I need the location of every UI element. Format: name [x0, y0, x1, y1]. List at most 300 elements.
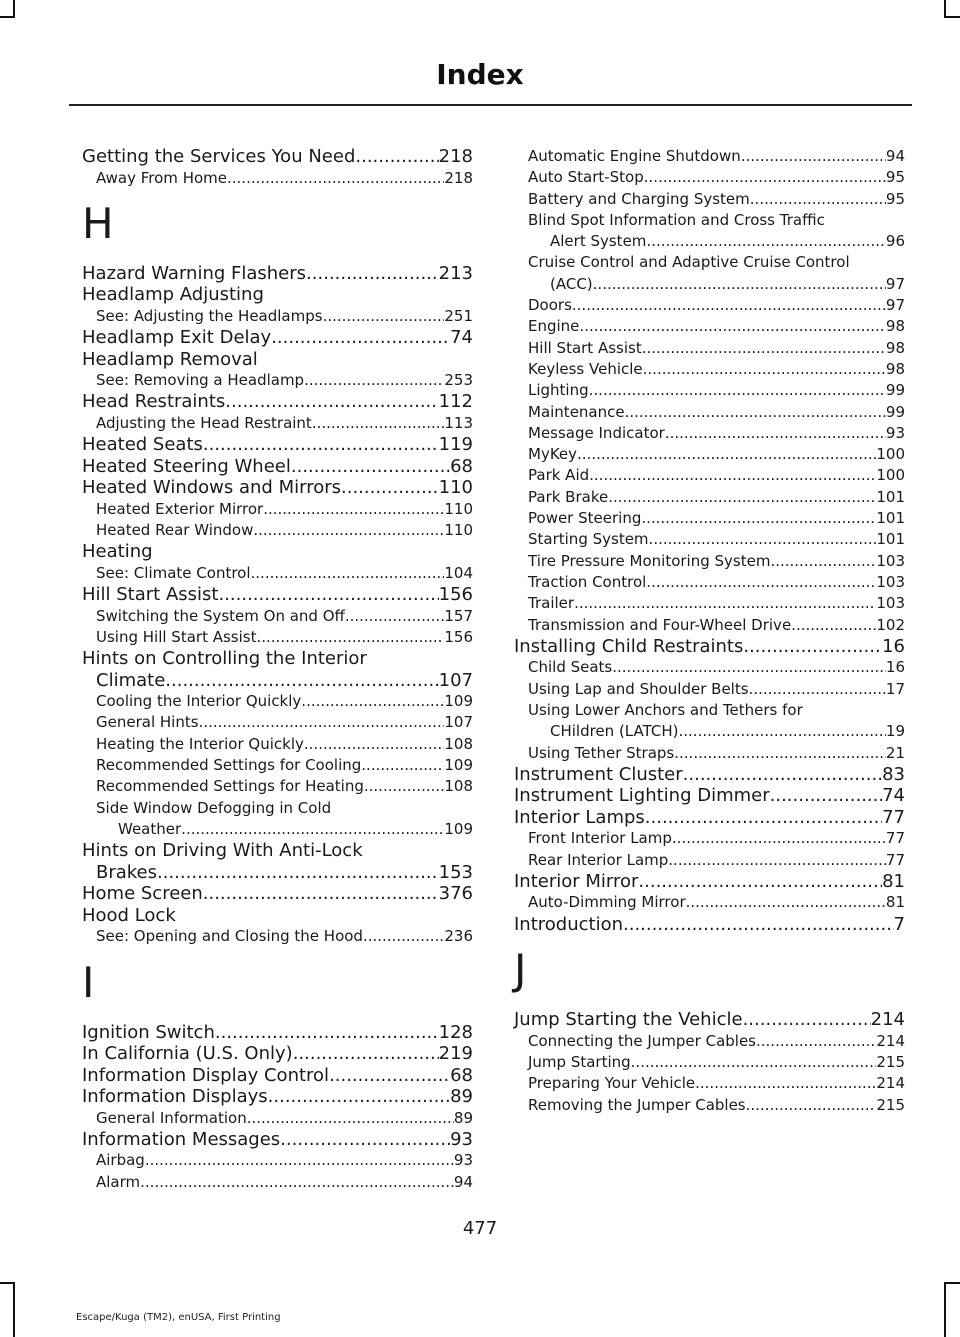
index-column-right	[514, 146, 905, 1116]
page-ref: 77	[885, 850, 905, 869]
index-entry	[82, 691, 473, 712]
dot-leader	[649, 529, 877, 550]
index-entry	[82, 1129, 473, 1151]
index-entry	[514, 764, 905, 786]
entry-text: In California (U.S. Only)	[82, 1043, 293, 1065]
page-ref: 81	[885, 893, 905, 912]
crop-mark	[13, 1282, 15, 1337]
index-entry	[514, 529, 905, 550]
entry-text: Power Steering	[528, 509, 642, 528]
dot-leader	[140, 1172, 454, 1193]
entry-text: Heated Exterior Mirror	[96, 499, 264, 518]
dot-leader	[683, 764, 882, 786]
page-ref: 16	[885, 658, 905, 677]
index-entry	[82, 1043, 473, 1065]
page-ref: 253	[444, 371, 473, 390]
index-entry	[514, 1031, 905, 1052]
dot-leader	[756, 1031, 876, 1052]
index-entry	[82, 563, 473, 584]
page-ref: 99	[885, 402, 905, 421]
index-entry	[514, 679, 905, 700]
page-ref: 21	[885, 743, 905, 762]
dot-leader	[364, 776, 444, 797]
entry-text: Auto Start-Stop	[528, 168, 644, 187]
dot-leader	[215, 1022, 439, 1044]
dot-leader	[593, 274, 886, 295]
page-ref: 108	[444, 777, 473, 796]
page-title: Index	[436, 58, 524, 91]
index-entry	[514, 487, 905, 508]
dot-leader	[645, 807, 882, 829]
entry-text: Heated Steering Wheel	[82, 455, 291, 477]
page-ref: 97	[885, 274, 905, 293]
entry-text: Cooling the Interior Quickly	[96, 692, 302, 711]
dot-leader	[750, 189, 886, 210]
entry-text: CHildren (LATCH)	[550, 722, 679, 741]
dot-leader	[638, 871, 882, 893]
page-ref: 109	[444, 756, 473, 775]
index-entry	[514, 572, 905, 593]
page-ref: 101	[876, 487, 905, 506]
entry-text: Hints on Controlling the Interior	[82, 648, 367, 670]
index-heading: Headlamp Removal	[82, 348, 258, 370]
index-entry	[514, 359, 905, 380]
page-ref: 93	[885, 423, 905, 442]
index-entry	[82, 456, 473, 478]
page-ref: 218	[444, 168, 473, 187]
dot-leader	[589, 380, 886, 401]
dot-leader	[577, 444, 876, 465]
entry-text: Rear Interior Lamp	[528, 850, 669, 869]
page-ref: 94	[885, 147, 905, 165]
page-ref: 95	[885, 189, 905, 208]
dot-leader	[612, 657, 886, 678]
index-entry	[82, 413, 473, 434]
entry-text: Connecting the Jumper Cables	[528, 1031, 756, 1050]
index-entry	[82, 1065, 473, 1087]
index-entry	[514, 892, 905, 913]
entry-text: Head Restraints	[82, 391, 226, 413]
index-entry	[82, 776, 473, 797]
index-entry	[514, 1073, 905, 1094]
section-letter: J	[514, 945, 527, 995]
page-ref: 99	[885, 381, 905, 400]
entry-text: Front Interior Lamp	[528, 829, 672, 848]
entry-text: Transmission and Four-Wheel Drive	[528, 615, 792, 634]
page-ref: 103	[876, 551, 905, 570]
page-ref: 16	[882, 635, 905, 657]
dot-leader	[263, 499, 444, 520]
page-ref: 74	[450, 327, 473, 349]
dot-leader	[589, 465, 876, 486]
entry-text: Adjusting the Head Restraint	[96, 413, 312, 432]
dot-leader	[668, 850, 886, 871]
dot-leader	[323, 306, 445, 327]
index-entry	[514, 615, 905, 636]
index-entry	[514, 1052, 905, 1073]
entry-text: Instrument Lighting Dimmer	[514, 785, 770, 807]
page-ref: 77	[882, 806, 905, 828]
page-ref: 215	[876, 1053, 905, 1071]
entry-text: Automatic Engine Shutdown	[528, 147, 741, 165]
dot-leader	[271, 327, 450, 349]
index-entry	[82, 263, 473, 285]
entry-text: Airbag	[96, 1151, 145, 1170]
index-entry	[82, 798, 473, 841]
entry-text: Heated Seats	[82, 434, 203, 456]
index-entry	[514, 636, 905, 658]
page-ref: 89	[453, 1108, 473, 1127]
dot-leader	[280, 1129, 450, 1151]
crop-mark	[0, 1282, 15, 1284]
page-ref: 94	[453, 1172, 473, 1191]
page-ref: 93	[453, 1151, 473, 1170]
index-entry	[82, 477, 473, 499]
entry-text: Hill Start Assist	[82, 584, 219, 606]
entry-text: Information Display Control	[82, 1064, 330, 1086]
entry-text: Hints on Driving With Anti-Lock	[82, 840, 363, 862]
index-entry	[82, 168, 473, 189]
index-entry	[514, 252, 905, 295]
entry-text: (ACC)	[550, 274, 593, 293]
entry-text: Introduction	[514, 913, 624, 935]
page-ref: 109	[444, 692, 473, 711]
index-heading: Heating	[82, 541, 153, 563]
index-entry	[82, 1172, 473, 1193]
dot-leader	[329, 1065, 450, 1087]
dot-leader	[306, 263, 439, 285]
page-ref: 236	[444, 927, 473, 946]
page-ref: 98	[885, 338, 905, 357]
page-ref: 98	[885, 359, 905, 378]
index-entry	[514, 295, 905, 316]
entry-text: Headlamp Exit Delay	[82, 327, 272, 349]
page-ref: 100	[876, 466, 905, 485]
entry-text: Preparing Your Vehicle	[528, 1074, 696, 1093]
index-entry	[514, 743, 905, 764]
dot-leader	[646, 572, 876, 593]
page-ref: 101	[876, 509, 905, 528]
index-entry	[514, 1009, 905, 1031]
dot-leader	[345, 606, 445, 627]
entry-text: Getting the Services You Need	[82, 146, 356, 167]
index-entry	[82, 883, 473, 905]
entry-text: Park Brake	[528, 487, 609, 506]
dot-leader	[225, 391, 438, 413]
entry-text: Using Lower Anchors and Tethers for	[528, 700, 803, 719]
page-ref: 101	[876, 530, 905, 549]
page-ref: 128	[438, 1021, 473, 1043]
entry-text: Recommended Settings for Cooling	[96, 756, 362, 775]
index-entry	[82, 1108, 473, 1129]
entry-text: Installing Child Restraints	[514, 635, 744, 657]
page-ref: 156	[438, 584, 473, 606]
entry-text: General Hints	[96, 713, 199, 732]
entry-text: Using Hill Start Assist	[96, 627, 257, 646]
page-ref: 157	[444, 606, 473, 625]
index-entry-continuation	[96, 819, 473, 840]
dot-leader	[641, 508, 876, 529]
dot-leader	[679, 721, 886, 742]
index-entry	[82, 606, 473, 627]
page-ref: 251	[444, 306, 473, 325]
page-ref: 104	[444, 563, 473, 582]
page-ref: 119	[438, 434, 473, 456]
dot-leader	[181, 819, 444, 840]
entry-text: Alarm	[96, 1172, 141, 1191]
index-entry	[82, 327, 473, 349]
dot-leader	[199, 712, 445, 733]
entry-text: Jump Starting the Vehicle	[514, 1009, 743, 1031]
index-entry-continuation	[82, 670, 473, 692]
entry-text: Home Screen	[82, 883, 203, 905]
index-entry	[514, 551, 905, 572]
entry-text: Climate	[96, 669, 166, 691]
entry-text: Brakes	[96, 861, 158, 883]
index-entry	[82, 1086, 473, 1108]
entry-text: Starting System	[528, 530, 649, 549]
entry-text: Information Displays	[82, 1086, 268, 1108]
dot-leader	[253, 520, 444, 541]
dot-leader	[579, 316, 885, 337]
dot-leader	[746, 1095, 877, 1116]
dot-leader	[301, 691, 444, 712]
page-ref: 219	[438, 1043, 473, 1065]
entry-text: Side Window Defogging in Cold	[96, 798, 332, 817]
index-entry-continuation	[528, 274, 905, 295]
dot-leader	[770, 785, 882, 807]
page-ref: 110	[438, 477, 473, 499]
dot-leader	[363, 926, 444, 947]
index-entry-continuation	[528, 721, 905, 742]
entry-text: Heating the Interior Quickly	[96, 734, 304, 753]
entry-text: Interior Lamps	[514, 806, 645, 828]
dot-leader	[203, 434, 439, 456]
header-rule	[69, 104, 912, 106]
entry-text: Cruise Control and Adaptive Cruise Control	[528, 253, 850, 272]
entry-text: Heated Rear Window	[96, 520, 254, 539]
dot-leader	[743, 636, 882, 658]
page-ref: 7	[893, 913, 905, 935]
dot-leader	[165, 670, 438, 692]
entry-text: Heated Windows and Mirrors	[82, 477, 341, 499]
page-ref: 93	[450, 1128, 473, 1150]
page-ref: 112	[438, 391, 473, 413]
entry-text: Switching the System On and Off	[96, 606, 345, 625]
index-entry	[82, 712, 473, 733]
entry-text: Tire Pressure Monitoring System	[528, 551, 771, 570]
dot-leader	[608, 487, 876, 508]
entry-text: Message Indicator	[528, 423, 665, 442]
entry-text: General Information	[96, 1108, 247, 1127]
dot-leader	[304, 734, 444, 755]
crop-mark	[944, 1282, 946, 1337]
dot-leader	[646, 231, 885, 252]
entry-text: Auto-Dimming Mirror	[528, 893, 686, 912]
page-ref: 218	[438, 146, 473, 167]
dot-leader	[251, 563, 445, 584]
index-entry	[514, 189, 905, 210]
entry-text: Engine	[528, 317, 580, 336]
page-ref: 214	[876, 1074, 905, 1093]
dot-leader	[665, 423, 886, 444]
index-entry	[82, 391, 473, 413]
page-ref: 77	[885, 829, 905, 848]
index-entry	[82, 1022, 473, 1044]
dot-leader	[625, 402, 886, 423]
entry-text: Doors	[528, 296, 572, 315]
index-entry	[514, 807, 905, 829]
index-entry-continuation	[82, 862, 473, 884]
index-entry	[514, 210, 905, 253]
dot-leader	[643, 359, 886, 380]
dot-leader	[572, 295, 886, 316]
entry-text: Lighting	[528, 381, 589, 400]
index-entry	[514, 444, 905, 465]
index-entry	[82, 1150, 473, 1171]
dot-leader	[644, 167, 886, 188]
index-entry	[514, 338, 905, 359]
dot-leader	[203, 883, 439, 905]
page-ref: 19	[885, 722, 905, 741]
index-heading: Hood Lock	[82, 904, 176, 926]
crop-mark	[944, 1282, 960, 1284]
dot-leader	[312, 413, 445, 434]
dot-leader	[157, 862, 439, 884]
page-ref: 107	[444, 713, 473, 732]
dot-leader	[361, 755, 444, 776]
index-entry-continuation	[528, 231, 905, 252]
entry-text: Instrument Cluster	[514, 763, 683, 785]
index-entry	[514, 850, 905, 871]
index-entry	[82, 499, 473, 520]
entry-text: Interior Mirror	[514, 870, 639, 892]
index-entry	[514, 657, 905, 678]
index-entry	[82, 627, 473, 648]
entry-text: See: Climate Control	[96, 563, 251, 582]
page-ref: 98	[885, 317, 905, 336]
index-entry	[514, 828, 905, 849]
entry-text: See: Opening and Closing the Hood	[96, 927, 363, 946]
entry-text: Removing the Jumper Cables	[528, 1095, 746, 1114]
page-ref: 376	[438, 883, 473, 905]
page-ref: 214	[876, 1031, 905, 1050]
index-entry	[514, 871, 905, 893]
entry-text: Hazard Warning Flashers	[82, 262, 307, 284]
dot-leader	[749, 679, 886, 700]
entry-text: Traction Control	[528, 572, 647, 591]
page-ref: 17	[885, 679, 905, 698]
page-ref: 214	[870, 1009, 905, 1031]
index-entry	[82, 755, 473, 776]
dot-leader	[674, 743, 886, 764]
dot-leader	[218, 584, 438, 606]
index-entry	[82, 146, 473, 168]
crop-mark	[944, 16, 960, 18]
page-ref: 156	[444, 627, 473, 646]
page-ref: 74	[882, 785, 905, 807]
page-ref: 100	[876, 445, 905, 464]
page-ref: 95	[885, 168, 905, 187]
index-entry	[82, 734, 473, 755]
dot-leader	[227, 168, 444, 189]
entry-text: Ignition Switch	[82, 1021, 215, 1043]
entry-text: Hill Start Assist	[528, 338, 642, 357]
index-entry	[514, 402, 905, 423]
dot-leader	[268, 1086, 450, 1108]
dot-leader	[304, 370, 444, 391]
page-ref: 68	[450, 455, 473, 477]
dot-leader	[247, 1108, 454, 1129]
page-ref: 83	[882, 763, 905, 785]
entry-text: Battery and Charging System	[528, 189, 750, 208]
entry-text: Away From Home	[96, 168, 227, 187]
dot-leader	[695, 1073, 876, 1094]
page-ref: 96	[885, 232, 905, 251]
dot-leader	[741, 146, 886, 167]
entry-text: Recommended Settings for Heating	[96, 777, 364, 796]
entry-text: Alert System	[550, 232, 647, 251]
entry-text: Maintenance	[528, 402, 625, 421]
page-ref: 89	[450, 1086, 473, 1108]
page-ref: 103	[876, 594, 905, 613]
page-ref: 81	[882, 870, 905, 892]
entry-text: Using Lap and Shoulder Belts	[528, 679, 749, 698]
entry-text: Jump Starting	[528, 1053, 631, 1071]
index-entry	[514, 380, 905, 401]
index-entry	[514, 423, 905, 444]
entry-text: Child Seats	[528, 658, 613, 677]
index-entry	[514, 146, 905, 167]
index-entry	[82, 306, 473, 327]
dot-leader	[291, 456, 450, 478]
dot-leader	[686, 892, 886, 913]
index-entry	[514, 914, 905, 936]
dot-leader	[770, 551, 876, 572]
dot-leader	[256, 627, 444, 648]
index-heading: Headlamp Adjusting	[82, 284, 264, 306]
index-entry	[514, 508, 905, 529]
dot-leader	[631, 1052, 877, 1073]
index-entry	[514, 465, 905, 486]
crop-mark	[0, 16, 15, 18]
index-column-left	[82, 146, 473, 1193]
index-entry	[514, 1095, 905, 1116]
entry-text: Park Aid	[528, 466, 590, 485]
entry-text: See: Adjusting the Headlamps	[96, 306, 323, 325]
entry-text: See: Removing a Headlamp	[96, 371, 305, 390]
dot-leader	[145, 1150, 454, 1171]
entry-text: MyKey	[528, 445, 578, 464]
dot-leader	[791, 615, 876, 636]
page-ref: 109	[444, 819, 473, 838]
page-ref: 107	[438, 669, 473, 691]
entry-text: Blind Spot Information and Cross Traffic	[528, 210, 825, 229]
index-entry	[82, 584, 473, 606]
index-entry	[514, 316, 905, 337]
page-ref: 215	[876, 1095, 905, 1114]
dot-leader	[355, 146, 438, 168]
entry-text: Information Messages	[82, 1128, 281, 1150]
section-letter: H	[82, 198, 114, 248]
page-ref: 68	[450, 1064, 473, 1086]
page-ref: 102	[876, 615, 905, 634]
index-entry	[82, 370, 473, 391]
section-letter: I	[82, 957, 95, 1007]
dot-leader	[341, 477, 439, 499]
dot-leader	[642, 338, 886, 359]
entry-text: Keyless Vehicle	[528, 359, 643, 378]
